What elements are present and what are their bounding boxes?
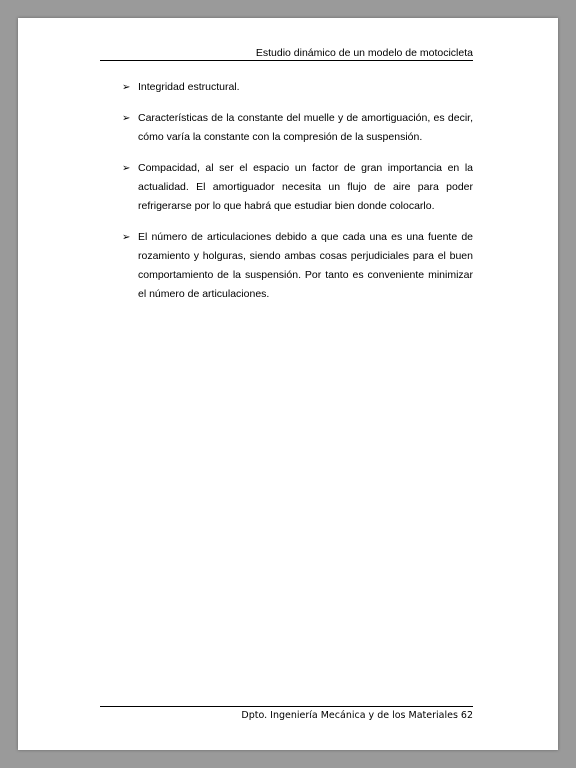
bullet-item	[122, 159, 473, 216]
page-footer	[100, 706, 473, 721]
arrow-bullet-icon: ➢	[122, 113, 131, 124]
bullet-item	[122, 109, 473, 147]
bullet-text: El número de articulaciones debido a que cada una es una fuente de rozamiento y holguras, siendo ambas cosas perjudiciales para el buen comportamiento de la suspensión. Por tanto es conveniente minimizar el número de articulaciones.	[138, 231, 473, 300]
arrow-bullet-icon: ➢	[122, 163, 131, 174]
bullet-text: Compacidad, al ser el espacio un factor de gran importancia en la actualidad. El amortiguador necesita un flujo de aire para poder refrigerarse por lo que habrá que estudiar bien donde colocarlo.	[138, 162, 473, 212]
page-header	[100, 47, 473, 61]
document-page	[18, 18, 558, 750]
bullet-item	[122, 78, 473, 97]
arrow-bullet-icon: ➢	[122, 82, 131, 93]
bullet-list	[122, 78, 473, 316]
bullet-text: Características de la constante del muelle y de amortiguación, es decir, cómo varía la constante con la compresión de la suspensión.	[138, 112, 473, 143]
bullet-item	[122, 228, 473, 304]
header-title: Estudio dinámico de un modelo de motocicleta	[255, 47, 473, 59]
arrow-bullet-icon: ➢	[122, 232, 131, 243]
bullet-text: Integridad estructural.	[138, 81, 240, 93]
footer-text: Dpto. Ingeniería Mecánica y de los Materiales 62	[241, 710, 473, 721]
